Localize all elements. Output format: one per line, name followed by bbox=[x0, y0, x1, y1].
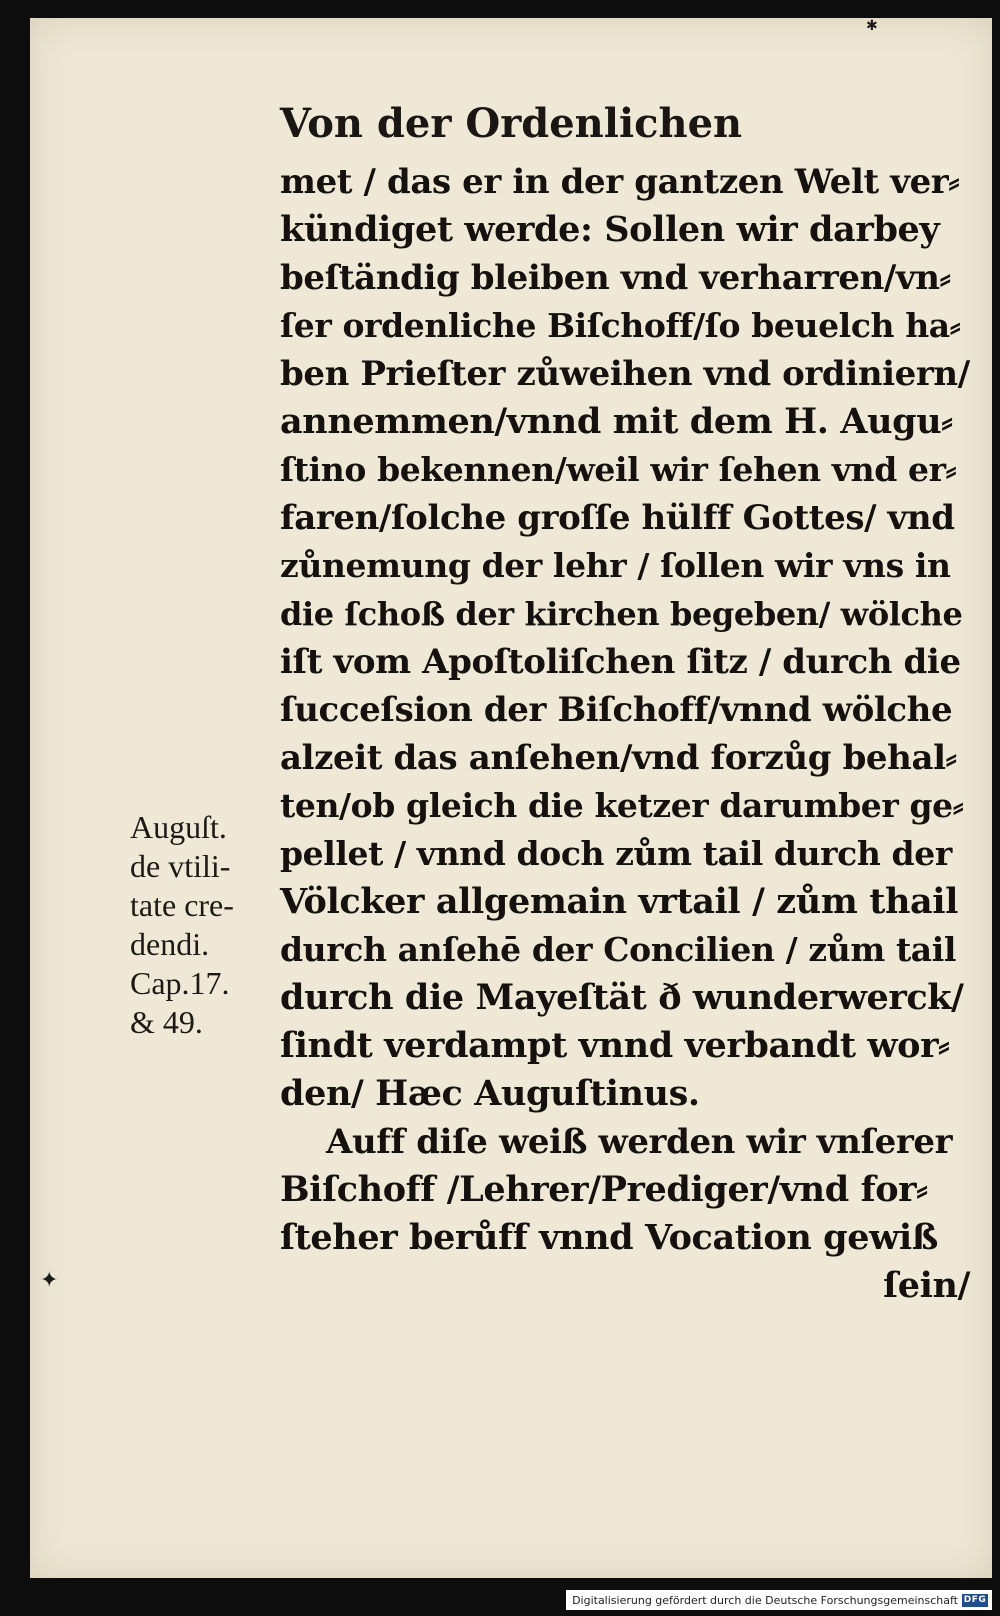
text-line: annemmen/vnnd mit dem H. Augu⸗ bbox=[280, 401, 953, 442]
text-line: Auff diſe weiß werden wir vnſerer bbox=[326, 1122, 953, 1162]
text-line: ten/ob gleich die ketzer darumber ge⸗ bbox=[280, 786, 964, 825]
digitization-credit bbox=[566, 1590, 992, 1610]
text-line: Biſchoff /Lehrer/Prediger/vnd for⸗ bbox=[280, 1169, 928, 1210]
text-line: iſt vom Apoſtoliſchen ſitz / durch die bbox=[280, 642, 961, 682]
ink-blot-icon: ✦ bbox=[40, 1268, 59, 1293]
text-line: ſindt verdampt vnnd verbandt wor⸗ bbox=[280, 1025, 950, 1066]
text-line: Völcker allgemain vrtail / zům thail bbox=[280, 881, 959, 922]
text-line: met / das er in der gantzen Welt ver⸗ bbox=[280, 162, 960, 202]
credit-text: Digitalisierung gefördert durch die Deutsche Forschungsgemeinschaft bbox=[572, 1593, 958, 1607]
text-line: durch anſehē der Concilien / zům tail bbox=[280, 930, 957, 969]
marginal-line: & 49. bbox=[130, 1004, 203, 1040]
marginal-line: Auguſt. bbox=[130, 809, 227, 845]
text-line: ſer ordenliche Biſchoff/ſo beuelch ha⸗ bbox=[280, 306, 961, 345]
text-line: den/ Hæc Auguſtinus. bbox=[280, 1073, 700, 1114]
dfg-logo: DFG bbox=[963, 1595, 987, 1605]
text-line: pellet / vnnd doch zům tail durch der bbox=[280, 834, 952, 873]
text-line: zůnemung der lehr / ſollen wir vns in bbox=[280, 546, 951, 585]
text-line: ſucceſsion der Biſchoff/vnnd wölche bbox=[280, 690, 953, 730]
text-line: ſtino bekennen/weil wir ſehen vnd er⸗ bbox=[280, 450, 957, 489]
marginal-line: de vtili- bbox=[130, 848, 231, 884]
book-page bbox=[30, 18, 992, 1578]
ink-speck-icon: ✱ bbox=[866, 18, 878, 34]
marginal-note bbox=[130, 808, 265, 1042]
text-line: die ſchoß der kirchen begeben/ wölche bbox=[280, 595, 963, 633]
text-line: ſteher berůff vnnd Vocation gewiß bbox=[280, 1217, 938, 1258]
text-line: alzeit das anſehen/vnd forzůg behal⸗ bbox=[280, 738, 957, 778]
text-line: kündiget werde: Sollen wir darbey bbox=[280, 209, 940, 250]
marginal-line: Cap.17. bbox=[130, 965, 230, 1001]
text-line: durch die Mayeſtät ð wunderwerck/ bbox=[280, 977, 964, 1018]
text-line: faren/ſolche groſſe hülff Gottes/ vnd bbox=[280, 498, 955, 538]
catchword: ſein/ bbox=[883, 1265, 970, 1306]
running-header: Von der Ordenlichen bbox=[279, 100, 743, 147]
marginal-line: dendi. bbox=[130, 926, 210, 962]
main-text-block bbox=[280, 158, 970, 1310]
marginal-line: tate cre- bbox=[130, 887, 234, 923]
text-line: ben Prieſter zůweihen vnd ordiniern/ bbox=[280, 354, 970, 394]
text-line: beſtändig bleiben vnd verharren/vn⸗ bbox=[280, 258, 951, 298]
